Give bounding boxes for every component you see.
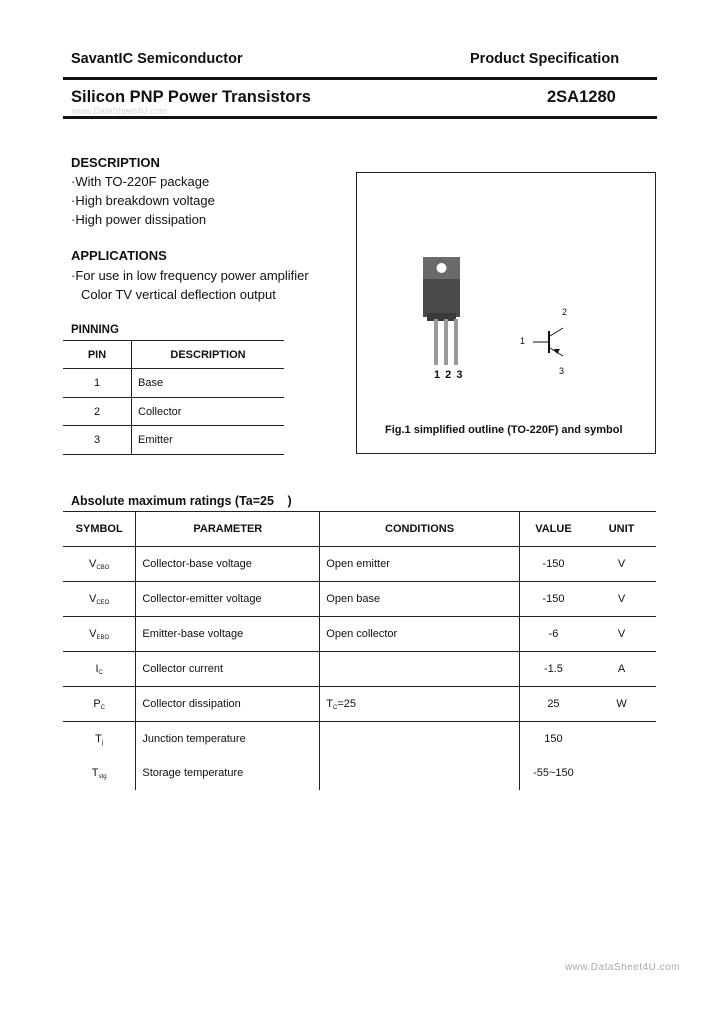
ratings-title bbox=[71, 494, 292, 508]
symbol-cell bbox=[63, 756, 136, 790]
package-hole bbox=[437, 263, 447, 273]
value-cell: -150 bbox=[519, 582, 587, 617]
conditions-cell: Open base bbox=[320, 582, 520, 617]
symbol-collector bbox=[550, 328, 563, 336]
symbol-pin-3: 3 bbox=[559, 366, 565, 376]
table-row bbox=[63, 582, 656, 617]
spec-title: Product Specification bbox=[470, 51, 620, 67]
lead-1 bbox=[434, 319, 438, 365]
symbol-pin-2: 2 bbox=[562, 307, 568, 317]
ratings-table bbox=[63, 511, 656, 790]
value-cell: -150 bbox=[519, 547, 587, 582]
symbol-main: V bbox=[89, 627, 97, 640]
symbol-sub: CEO bbox=[96, 599, 110, 606]
pin-description: Collector bbox=[138, 405, 182, 418]
description-item: ·High power dissipation bbox=[71, 212, 207, 227]
symbol-main: V bbox=[89, 592, 97, 605]
symbol-cell bbox=[63, 547, 136, 582]
applications-title: APPLICATIONS bbox=[71, 248, 167, 263]
lead-2 bbox=[444, 319, 448, 365]
pin-row bbox=[63, 426, 284, 455]
unit-cell: V bbox=[587, 547, 656, 582]
table-row bbox=[63, 652, 656, 687]
symbol-sub: C bbox=[100, 704, 106, 711]
pinning-title: PINNING bbox=[71, 324, 119, 336]
unit-cell: A bbox=[587, 652, 656, 687]
footer-watermark: www.DataSheet4U.com bbox=[564, 962, 680, 973]
parameter-cell: Collector-base voltage bbox=[136, 547, 320, 582]
applications-item: Color TV vertical deflection output bbox=[81, 287, 276, 302]
symbol-pin-1: 1 bbox=[520, 336, 526, 346]
symbol-cell bbox=[63, 652, 136, 687]
pin-number: 3 bbox=[63, 426, 132, 455]
description-item: ·With TO-220F package bbox=[71, 174, 210, 189]
parameter-cell: Collector dissipation bbox=[136, 687, 320, 722]
symbol-sub: j bbox=[101, 739, 104, 746]
value-cell: 25 bbox=[519, 687, 587, 722]
condition-rest: =25 bbox=[337, 697, 357, 710]
table-row bbox=[63, 617, 656, 652]
symbol-sub: CBO bbox=[96, 564, 110, 571]
col-unit: UNIT bbox=[587, 512, 656, 547]
pin-description: Emitter bbox=[138, 434, 173, 446]
ratings-title-end: ) bbox=[287, 494, 292, 508]
parameter-cell: Collector current bbox=[136, 652, 320, 687]
unit-cell: V bbox=[587, 582, 656, 617]
transistor-figure bbox=[357, 173, 655, 453]
symbol-cell bbox=[63, 582, 136, 617]
ratings-title-text: Absolute maximum ratings (Ta=25 bbox=[71, 494, 274, 508]
symbol-cell bbox=[63, 617, 136, 652]
company-name: SavantIC Semiconductor bbox=[71, 51, 243, 67]
conditions-cell bbox=[320, 722, 520, 757]
symbol-sub: C bbox=[98, 669, 103, 676]
col-conditions: CONDITIONS bbox=[320, 512, 520, 547]
parameter-cell: Emitter-base voltage bbox=[136, 617, 320, 652]
symbol-sub: EBO bbox=[96, 634, 110, 641]
product-line: Silicon PNP Power Transistors bbox=[71, 88, 311, 106]
package-base bbox=[427, 313, 456, 321]
conditions-cell bbox=[320, 687, 520, 722]
parameter-cell: Storage temperature bbox=[136, 756, 320, 790]
figure-box bbox=[356, 172, 656, 454]
symbol-cell bbox=[63, 722, 136, 757]
value-cell: -55~150 bbox=[533, 767, 574, 779]
conditions-cell: Open collector bbox=[320, 617, 520, 652]
symbol-main: T bbox=[95, 732, 102, 745]
package-pin-labels: 1 2 3 bbox=[434, 369, 464, 381]
parameter-cell: Junction temperature bbox=[136, 722, 320, 757]
unit-cell bbox=[587, 756, 656, 790]
symbol-cell bbox=[63, 687, 136, 722]
pin-desc-header: DESCRIPTION bbox=[170, 348, 246, 361]
watermark-top: www.DataSheet4U.com bbox=[72, 106, 168, 116]
figure-caption: Fig.1 simplified outline (TO-220F) and symbol bbox=[385, 424, 623, 436]
parameter-cell: Collector-emitter voltage bbox=[136, 582, 320, 617]
symbol-main: V bbox=[89, 557, 97, 570]
header-rule-top bbox=[63, 77, 657, 80]
pin-row bbox=[63, 369, 284, 398]
col-value: VALUE bbox=[519, 512, 587, 547]
description-item: ·High breakdown voltage bbox=[71, 193, 215, 208]
pin-description: Base bbox=[138, 377, 164, 389]
lead-3 bbox=[454, 319, 458, 365]
value-cell: -6 bbox=[519, 617, 587, 652]
header-rule-bottom bbox=[63, 116, 657, 119]
unit-cell: V bbox=[587, 617, 656, 652]
conditions-cell bbox=[320, 652, 520, 687]
table-row bbox=[63, 756, 656, 790]
value-cell: -1.5 bbox=[519, 652, 587, 687]
symbol-main: P bbox=[93, 697, 101, 710]
pinning-table bbox=[63, 340, 284, 455]
pin-number: 2 bbox=[63, 398, 132, 426]
pin-header: PIN bbox=[63, 341, 132, 369]
table-row bbox=[63, 547, 656, 582]
symbol-sub: stg bbox=[98, 773, 107, 780]
conditions-cell bbox=[320, 756, 520, 790]
table-row bbox=[63, 722, 656, 757]
col-symbol: SYMBOL bbox=[63, 512, 136, 547]
unit-cell bbox=[587, 722, 656, 757]
condition-sub: C bbox=[333, 704, 338, 711]
conditions-cell: Open emitter bbox=[320, 547, 520, 582]
symbol-main: I bbox=[95, 662, 99, 675]
unit-cell: W bbox=[587, 687, 656, 722]
table-row bbox=[63, 687, 656, 722]
part-number: 2SA1280 bbox=[547, 88, 616, 106]
value-cell: 150 bbox=[544, 733, 563, 745]
col-parameter: PARAMETER bbox=[136, 512, 320, 547]
symbol-main: T bbox=[91, 766, 99, 779]
pin-row bbox=[63, 398, 284, 426]
applications-item: ·For use in low frequency power amplifier bbox=[71, 268, 309, 283]
condition-symbol: T bbox=[326, 697, 334, 710]
pin-number: 1 bbox=[63, 369, 132, 398]
description-title: DESCRIPTION bbox=[71, 155, 160, 170]
